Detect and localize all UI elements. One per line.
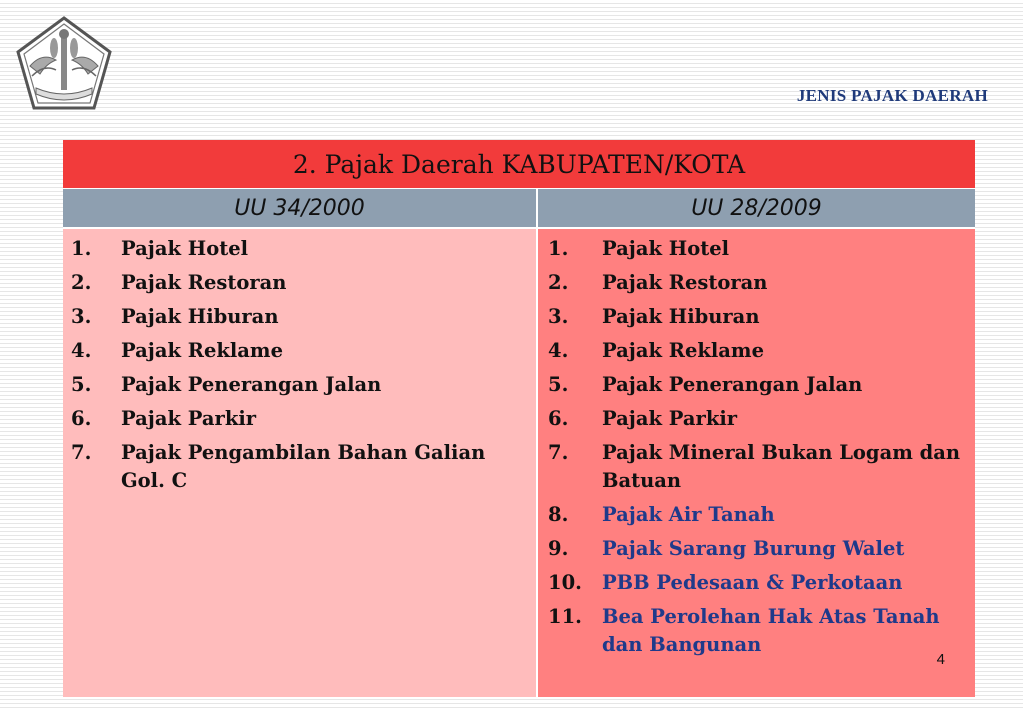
right-column-heading: UU 28/2009: [538, 189, 975, 227]
list-item: [548, 439, 965, 495]
item-number: 11.: [548, 605, 582, 628]
list-item: [548, 405, 965, 433]
item-number: 1.: [548, 237, 569, 260]
item-text: Pajak Hiburan: [602, 305, 760, 328]
left-column-list: [63, 229, 536, 697]
list-item-new: [548, 569, 965, 597]
list-item: [548, 269, 965, 297]
list-item: [548, 303, 965, 331]
item-text: Pajak Air Tanah: [602, 503, 775, 526]
item-text: Bea Perolehan Hak Atas Tanah dan Bangunan: [602, 605, 940, 656]
item-text: Pajak Parkir: [602, 407, 738, 430]
item-text: Pajak Pengambilan Bahan Galian Gol. C: [121, 441, 486, 492]
item-text: Pajak Restoran: [121, 271, 287, 294]
right-column-list: [538, 229, 975, 697]
item-text: Pajak Hotel: [602, 237, 730, 260]
item-number: 3.: [71, 305, 92, 328]
item-text: Pajak Penerangan Jalan: [602, 373, 863, 396]
item-number: 2.: [548, 271, 569, 294]
list-item: [71, 439, 528, 495]
item-number: 7.: [548, 441, 569, 464]
item-number: 9.: [548, 537, 569, 560]
item-number: 1.: [71, 237, 92, 260]
item-number: 8.: [548, 503, 569, 526]
list-item-new: [548, 535, 965, 563]
item-text: Pajak Reklame: [121, 339, 283, 362]
list-item: [548, 337, 965, 365]
item-number: 6.: [71, 407, 92, 430]
item-number: 5.: [71, 373, 92, 396]
list-item: [71, 269, 528, 297]
item-text: Pajak Mineral Bukan Logam dan Batuan: [602, 441, 961, 492]
item-text: PBB Pedesaan & Perkotaan: [602, 571, 903, 594]
item-text: Pajak Hotel: [121, 237, 249, 260]
item-number: 7.: [71, 441, 92, 464]
tax-comparison-table: [63, 140, 975, 697]
page-number: 4: [936, 651, 945, 668]
item-number: 6.: [548, 407, 569, 430]
list-item: [548, 371, 965, 399]
page-header-title: JENIS PAJAK DAERAH: [796, 86, 988, 105]
table-title: 2. Pajak Daerah KABUPATEN/KOTA: [63, 140, 975, 188]
list-item-new: [548, 603, 965, 659]
item-text: Pajak Reklame: [602, 339, 764, 362]
item-text: Pajak Hiburan: [121, 305, 279, 328]
item-text: Pajak Restoran: [602, 271, 768, 294]
item-text: Pajak Penerangan Jalan: [121, 373, 382, 396]
item-text: Pajak Sarang Burung Walet: [602, 537, 905, 560]
item-number: 4.: [71, 339, 92, 362]
list-item: [71, 337, 528, 365]
list-item: [71, 235, 528, 263]
list-item: [71, 371, 528, 399]
left-column-heading: UU 34/2000: [63, 189, 536, 227]
list-item: [71, 405, 528, 433]
item-number: 3.: [548, 305, 569, 328]
item-number: 5.: [548, 373, 569, 396]
list-item-new: [548, 501, 965, 529]
ministry-logo: [12, 14, 116, 114]
item-text: Pajak Parkir: [121, 407, 257, 430]
list-item: [548, 235, 965, 263]
ministry-of-finance-emblem-icon: [12, 14, 116, 114]
item-number: 2.: [71, 271, 92, 294]
item-number: 4.: [548, 339, 569, 362]
item-number: 10.: [548, 571, 582, 594]
list-item: [71, 303, 528, 331]
